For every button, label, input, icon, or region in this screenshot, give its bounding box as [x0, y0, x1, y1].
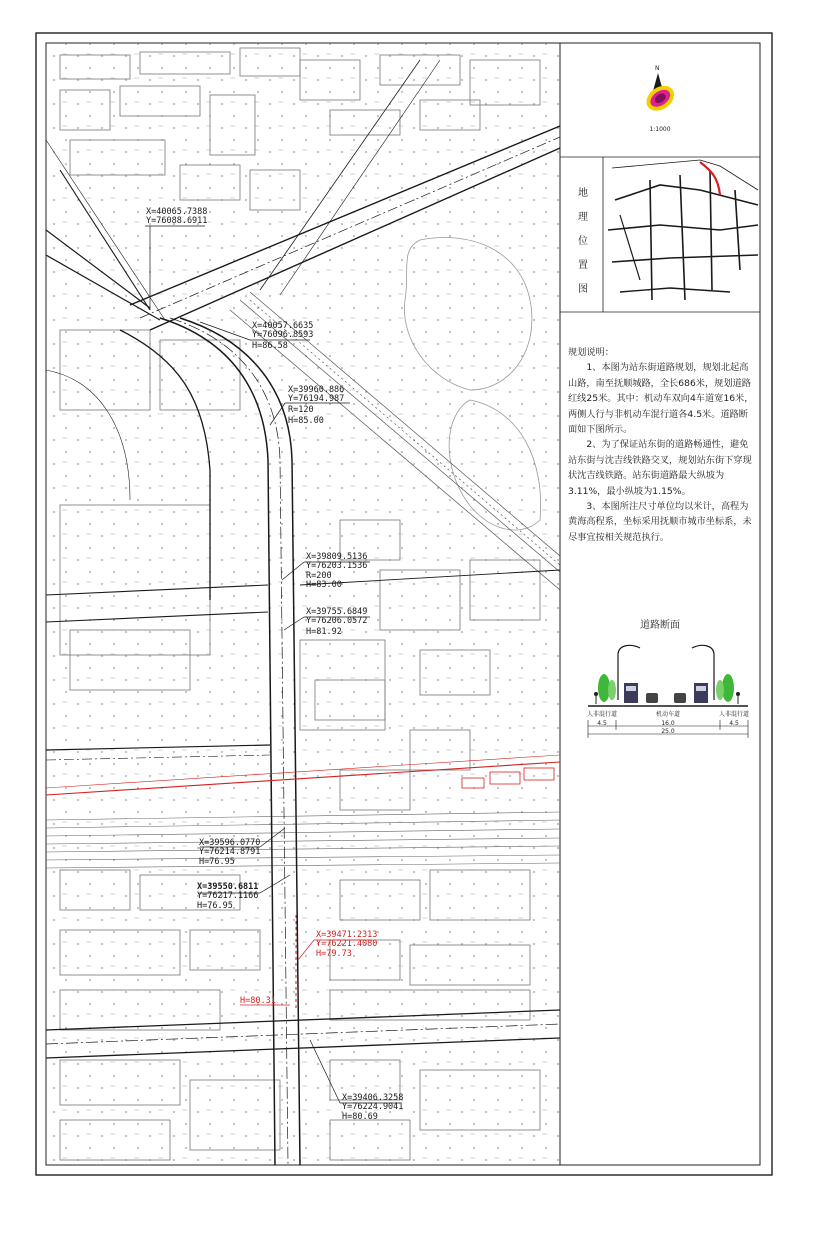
annot-7-x: X=39550.6811 [197, 882, 259, 892]
location-map [608, 160, 758, 300]
topographic-map [46, 43, 560, 1165]
location-map-label [572, 182, 594, 302]
annot-7-h: H=76.95 [197, 901, 233, 911]
annot-3-r: R=120 [288, 405, 314, 415]
section-right-label: 人非混行道 [718, 711, 750, 718]
annot-9-h: H=80.31 [240, 996, 276, 1006]
annot-1-y: Y=76088.6911 [146, 216, 208, 226]
compass-rose [642, 65, 679, 116]
dim-center: 16.0 [661, 720, 675, 727]
location-char: 理 [578, 212, 588, 223]
planning-notes [568, 345, 754, 545]
note-paragraph: 3、本图所注尺寸单位均以米计，高程为黄海高程系，坐标采用抚顺市城市坐标系，未尽事宜按相关规范执行。 [568, 501, 752, 543]
annot-10-y: Y=76224.9041 [342, 1102, 404, 1112]
annot-6-h: H=76.95 [199, 857, 235, 867]
annot-2-h: H=86.58 [252, 341, 288, 351]
annot-3-h: H=85.00 [288, 416, 324, 426]
scale-label: 1:1000 [649, 126, 671, 133]
road-section-diagram [587, 645, 749, 738]
annot-1-x: X=40065.7388 [146, 207, 208, 217]
annot-4-h: H=83.00 [306, 580, 342, 590]
annot-10-x: X=39406.3258 [342, 1093, 404, 1103]
annot-6-x: X=39596.0770 [199, 838, 261, 848]
annot-8-y: Y=76221.4080 [316, 939, 378, 949]
section-center-label: 机动车道 [655, 711, 681, 718]
location-char: 位 [578, 236, 588, 247]
annot-10-h: H=80.69 [342, 1112, 378, 1122]
annot-5-x: X=39755.6849 [306, 607, 368, 617]
annot-4-x: X=39809.5136 [306, 552, 368, 562]
section-title: 道路断面 [640, 620, 680, 631]
annot-3-x: X=39960.886 [288, 385, 345, 395]
notes-title: 规划说明： [568, 347, 614, 358]
dim-left: 4.5 [597, 720, 607, 727]
annot-7-y: Y=76217.1166 [197, 891, 259, 901]
annot-4-y: Y=76203.1536 [306, 561, 368, 571]
note-paragraph: 1、本图为站东街道路规划，规划北起高山路，南至抚顺城路，全长686米，规划道路红线25米。其中：机动车双向4车道宽16米，两侧人行与非机动车混行道各4.5米。道路断面如下图所示。 [568, 362, 754, 436]
annot-8-h: H=79.73 [316, 949, 352, 959]
annot-6-y: Y=76214.8791 [199, 847, 261, 857]
note-paragraph: 2、为了保证站东街的道路畅通性，避免站东街与沈吉线铁路交叉，规划站东街下穿现状沈吉线铁路。站东街道路最大纵坡为3.11%，最小纵坡为1.15%。 [568, 439, 752, 497]
annot-4-r: R=200 [306, 571, 332, 581]
dim-total: 25.0 [661, 728, 675, 735]
car-icon [674, 693, 686, 703]
section-left-label: 人非混行道 [586, 711, 618, 718]
annot-5-h: H=81.92 [306, 627, 342, 637]
car-icon [646, 693, 658, 703]
annot-3-y: Y=76194.987 [288, 394, 345, 404]
annot-2-x: X=40057.6635 [252, 321, 314, 331]
location-char: 图 [578, 284, 588, 295]
north-label: N [655, 65, 660, 72]
location-char: 置 [578, 260, 588, 271]
annot-5-y: Y=76206.0572 [306, 616, 368, 626]
location-char: 地 [578, 188, 588, 199]
dim-right: 4.5 [729, 720, 739, 727]
annot-8-x: X=39471.2313 [316, 930, 378, 940]
annot-2-y: Y=76096.8593 [252, 330, 314, 340]
